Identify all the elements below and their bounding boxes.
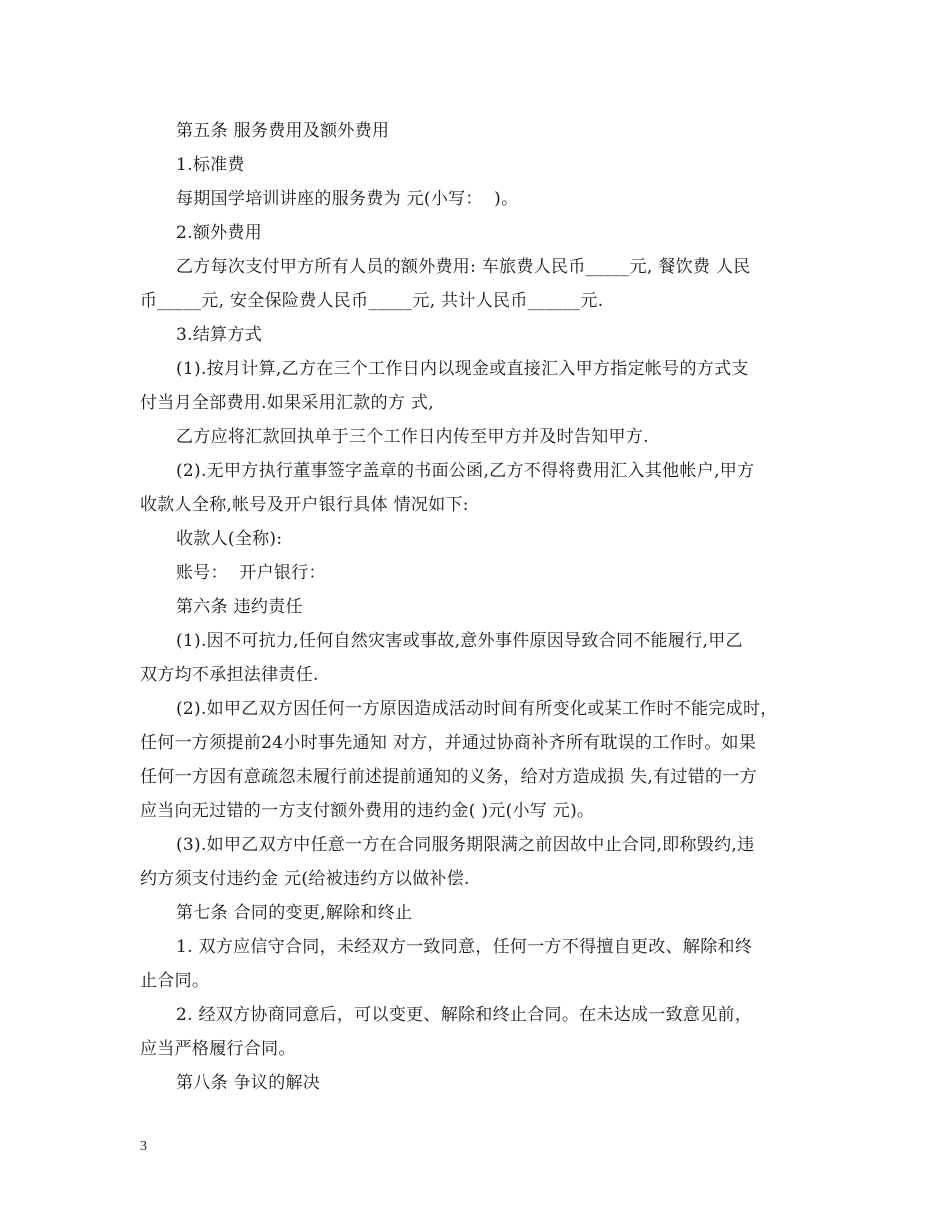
text-line: 2.额外费用 xyxy=(176,223,263,243)
text-line: 3.结算方式 xyxy=(176,325,263,345)
text-line: (2).如甲乙双方因任何一方原因造成活动时间有所变化或某工作时不能完成时， xyxy=(176,699,778,719)
page-number: 3 xyxy=(140,1139,147,1154)
text-line: 任何一方因有意疏忽未履行前述提前通知的义务，给对方造成损 失,有过错的一方 xyxy=(140,767,757,787)
text-line: 第六条 违约责任 xyxy=(176,597,303,617)
text-line: 2. 经双方协商同意后，可以变更、解除和终止合同。在未达成一致意见前， xyxy=(176,1005,753,1025)
text-line: 应当严格履行合同。 xyxy=(140,1039,296,1059)
text-line: (3).如甲乙双方中任意一方在合同服务期限满之前因故中止合同,即称毁约,违 xyxy=(176,835,755,855)
text-line: 约方须支付违约金 元(给被违约方以做补偿. xyxy=(140,869,470,889)
text-line: 第八条 争议的解决 xyxy=(176,1073,321,1093)
text-line: 乙方每次支付甲方所有人员的额外费用: 车旅费人民币_____元, 餐饮费 人民 xyxy=(176,257,751,277)
text-line: 付当月全部费用.如果采用汇款的方 式, xyxy=(140,393,434,413)
text-line: 1.标准费 xyxy=(176,155,245,175)
text-line: 止合同。 xyxy=(140,971,210,991)
text-line: (2).无甲方执行董事签字盖章的书面公函,乙方不得将费用汇入其他帐户,甲方 xyxy=(176,461,755,481)
text-line: (1).因不可抗力,任何自然灾害或事故,意外事件原因导致合同不能履行,甲乙 xyxy=(176,631,743,651)
document-body xyxy=(140,114,820,1100)
text-line: 收款人(全称): xyxy=(176,529,283,549)
text-line: 币_____元, 安全保险费人民币_____元, 共计人民币______元. xyxy=(140,291,604,311)
text-line: 乙方应将汇款回执单于三个工作日内传至甲方并及时告知甲方. xyxy=(176,427,649,447)
text-line: 第七条 合同的变更,解除和终止 xyxy=(176,903,413,923)
text-line: 应当向无过错的一方支付额外费用的违约金( )元(小写 元)。 xyxy=(140,801,595,821)
text-line: 双方均不承担法律责任. xyxy=(140,665,319,685)
text-line: 1. 双方应信守合同，未经双方一致同意，任何一方不得擅自更改、解除和终 xyxy=(176,937,753,957)
text-line: 账号： 开户银行： xyxy=(176,563,326,583)
text-line: 任何一方须提前24小时事先通知 对方，并通过协商补齐所有耽误的工作时。如果 xyxy=(140,733,757,753)
text-line: 收款人全称,帐号及开户银行具体 情况如下: xyxy=(140,495,469,515)
text-line: 每期国学培训讲座的服务费为 元(小写： )。 xyxy=(176,189,519,209)
text-line: 第五条 服务费用及额外费用 xyxy=(176,121,390,141)
text-line: (1).按月计算,乙方在三个工作日内以现金或直接汇入甲方指定帐号的方式支 xyxy=(176,359,749,379)
